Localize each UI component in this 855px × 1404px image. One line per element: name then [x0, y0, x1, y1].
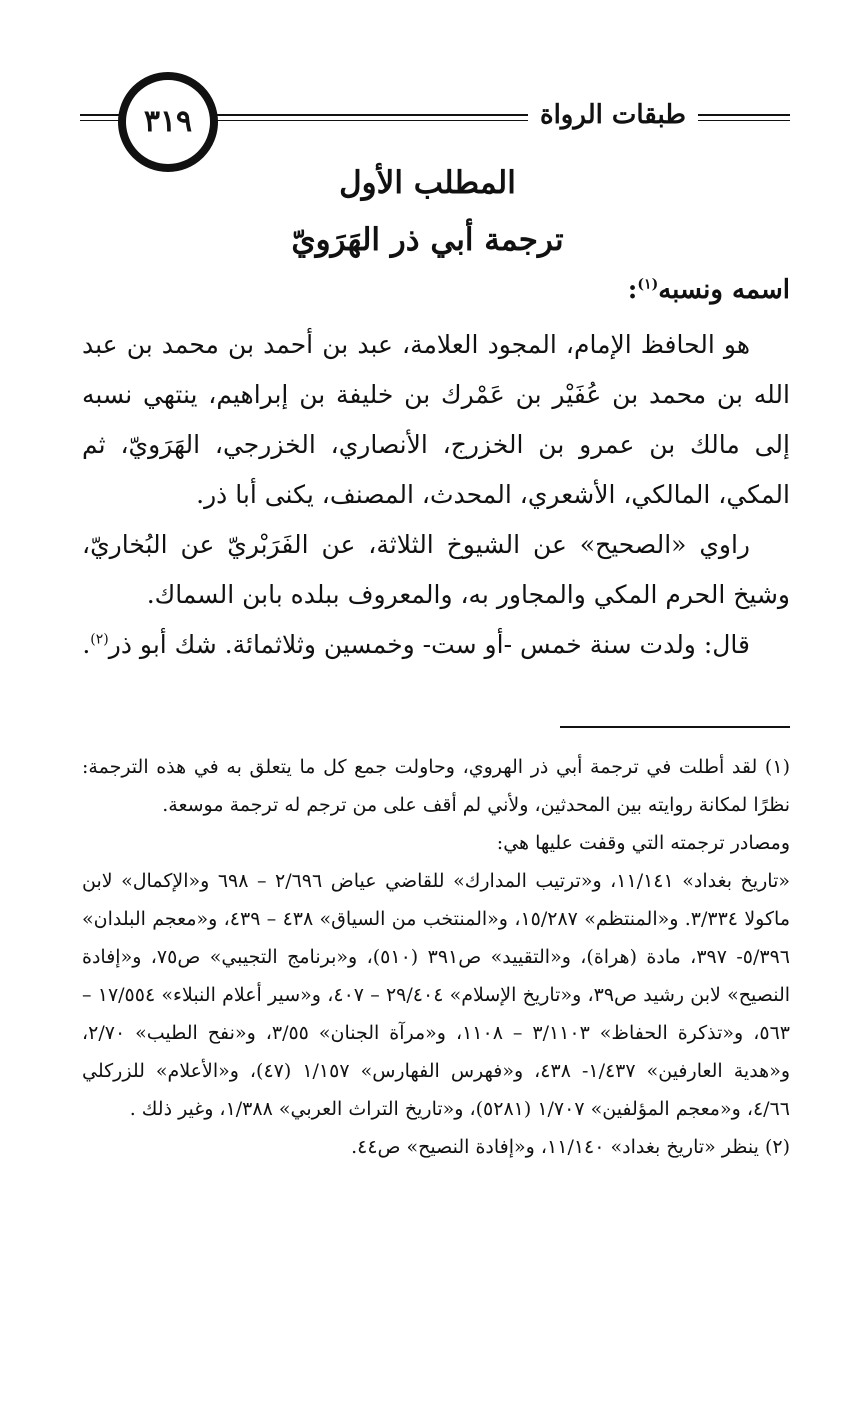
paragraph-lineage: هو الحافظ الإمام، المجود العلامة، عبد بن أحمد بن محمد بن عبد الله بن محمد بن عُفَيْر بن عَمْرك بن خليفة بن إبراهيم، ينتهي نسبه إلى مالك بن عمرو بن الخزرج، الأنصاري، الخزرجي، الهَرَويّ، ثم المكي، المالكي، الأشعري، المحدث، المصنف، يكنى أبا ذر.	[82, 330, 790, 509]
footnote-separator	[560, 726, 790, 728]
footnotes	[82, 748, 790, 1166]
header-rule-right	[208, 114, 790, 116]
subhead-colon: :	[627, 275, 638, 305]
paragraph-narrator: راوي «الصحيح» عن الشيوخ الثلاثة، عن الفَرَبْريّ عن البُخاريّ، وشيخ الحرم المكي والمجاور به، والمعروف ببلده بابن السماك.	[82, 530, 790, 609]
footnote-1: (١) لقد أطلت في ترجمة أبي ذر الهروي، وحاولت جمع كل ما يتعلق به في هذه الترجمة: نظرًا لمكانة روايته بين المحدثين، ولأني لم أقف على من ترجم له ترجمة موسعة.	[82, 756, 790, 816]
header-rule-right-thin	[208, 120, 790, 121]
subhead-footnote-ref: (١)	[637, 276, 659, 293]
biography-title: ترجمة أبي ذر الهَرَويّ	[291, 222, 564, 258]
name-lineage-subhead	[628, 265, 790, 315]
birth-text: قال: ولدت سنة خمس -أو ست- وخمسين وثلاثمائة. شك أبو ذر	[108, 630, 750, 659]
paragraph-birth	[82, 620, 790, 670]
running-title: طبقات الرواة	[528, 100, 698, 131]
birth-footnote-ref: (٢)	[90, 631, 109, 648]
birth-period: .	[82, 630, 91, 659]
running-header	[80, 62, 790, 177]
page-number-circle	[118, 72, 218, 172]
page-number: ٣١٩	[143, 104, 193, 139]
subhead-text: اسمه ونسبه	[658, 275, 790, 305]
section-heading: المطلب الأول	[339, 165, 516, 201]
footnote-2: (٢) ينظر «تاريخ بغداد» ١١/١٤٠، و«إفادة النصيح» ص٤٤.	[351, 1136, 790, 1158]
sources-intro: ومصادر ترجمته التي وقفت عليها هي:	[496, 832, 790, 854]
sources-list: «تاريخ بغداد» ١١/١٤١، و«ترتيب المدارك» للقاضي عياض ٢/٦٩٦ – ٦٩٨ و«الإكمال» لابن ماكولا ٣/٣٣٤. و«المنتظم» ١٥/٢٨٧، و«المنتخب من السياق» ٤٣٨ – ٤٣٩، و«معجم البلدان» ٥/٣٩٦- ٣٩٧، مادة (هراة)، و«التقييد» ص٣٩١ (٥١٠)، و«برنامج التجيبي» ص٧٥، و«إفادة النصيح» لابن رشيد ص٣٩، و«تاريخ الإسلام» ٢٩/٤٠٤ – ٤٠٧، و«سير أعلام النبلاء» ١٧/٥٥٤ – ٥٦٣، و«تذكرة الحفاظ» ٣/١١٠٣ – ١١٠٨، و«مرآة الجنان» ٣/٥٥، و«نفح الطيب» ٢/٧٠، و«هدية العارفين» ١/٤٣٧- ٤٣٨، و«فهرس الفهارس» ١/١٥٧ (٤٧)، و«الأعلام» للزركلي ٤/٦٦، و«معجم المؤلفين» ١/٧٠٧ (٥٢٨١)، و«تاريخ التراث العربي» ١/٣٨٨، وغير ذلك .	[82, 870, 791, 1120]
